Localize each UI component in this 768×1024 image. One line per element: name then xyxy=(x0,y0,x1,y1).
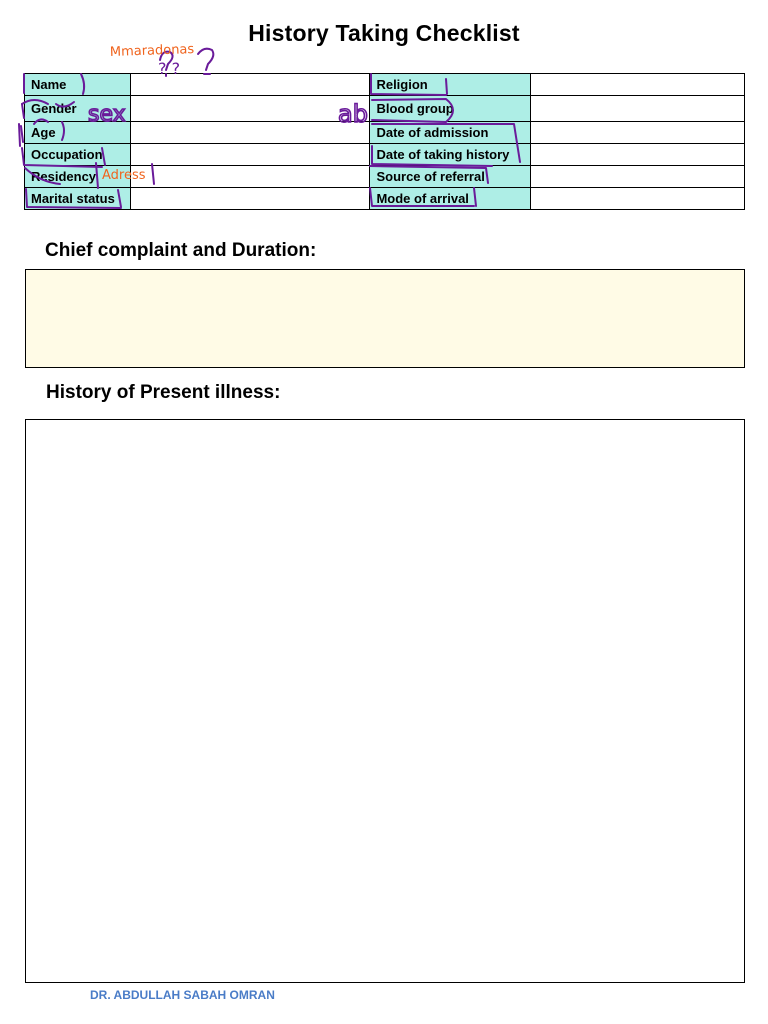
chief-complaint-box[interactable] xyxy=(25,269,745,368)
footer-author: DR. ABDULLAH SABAH OMRAN xyxy=(90,988,275,1002)
label-date-of-admission: Date of admission xyxy=(370,122,531,144)
patient-info-table xyxy=(24,73,745,210)
present-illness-heading: History of Present illness: xyxy=(46,382,281,403)
value-source-of-referral[interactable] xyxy=(531,166,745,188)
chief-complaint-heading: Chief complaint and Duration: xyxy=(45,240,317,261)
pen-note-mmaradonas: Mmaradonas xyxy=(109,42,195,60)
value-age[interactable] xyxy=(130,122,370,144)
page-title: History Taking Checklist xyxy=(248,20,520,46)
table-row xyxy=(25,74,745,96)
label-date-of-taking-history: Date of taking history xyxy=(370,144,531,166)
label-age: Age xyxy=(25,122,131,144)
value-residency[interactable] xyxy=(130,166,370,188)
label-gender: Gender xyxy=(25,96,131,122)
value-blood-group[interactable] xyxy=(531,96,745,122)
pen-note-adress: Adress xyxy=(102,168,146,183)
label-residency: Residency xyxy=(25,166,131,188)
value-date-of-admission[interactable] xyxy=(531,122,745,144)
label-source-of-referral: Source of referral xyxy=(370,166,531,188)
value-mode-of-arrival[interactable] xyxy=(531,188,745,210)
label-occupation: Occupation xyxy=(25,144,131,166)
label-marital-status: Marital status xyxy=(25,188,131,210)
pen-note-sex: sex xyxy=(88,102,126,127)
table-row xyxy=(25,122,745,144)
label-mode-of-arrival: Mode of arrival xyxy=(370,188,531,210)
table-row xyxy=(25,144,745,166)
value-occupation[interactable] xyxy=(130,144,370,166)
label-name: Name xyxy=(25,74,131,96)
value-date-of-taking-history[interactable] xyxy=(531,144,745,166)
present-illness-box[interactable] xyxy=(25,419,745,983)
pen-question-2 xyxy=(198,49,213,74)
label-blood-group: Blood group xyxy=(370,96,531,122)
table-row xyxy=(25,96,745,122)
table-row xyxy=(25,166,745,188)
table-row xyxy=(25,188,745,210)
pen-note-ab: ab xyxy=(338,100,368,128)
value-gender[interactable] xyxy=(130,96,370,122)
value-marital-status[interactable] xyxy=(130,188,370,210)
value-religion[interactable] xyxy=(531,74,745,96)
label-religion: Religion xyxy=(370,74,531,96)
value-name[interactable] xyxy=(130,74,370,96)
pen-note-marks: ? ? xyxy=(158,59,181,78)
